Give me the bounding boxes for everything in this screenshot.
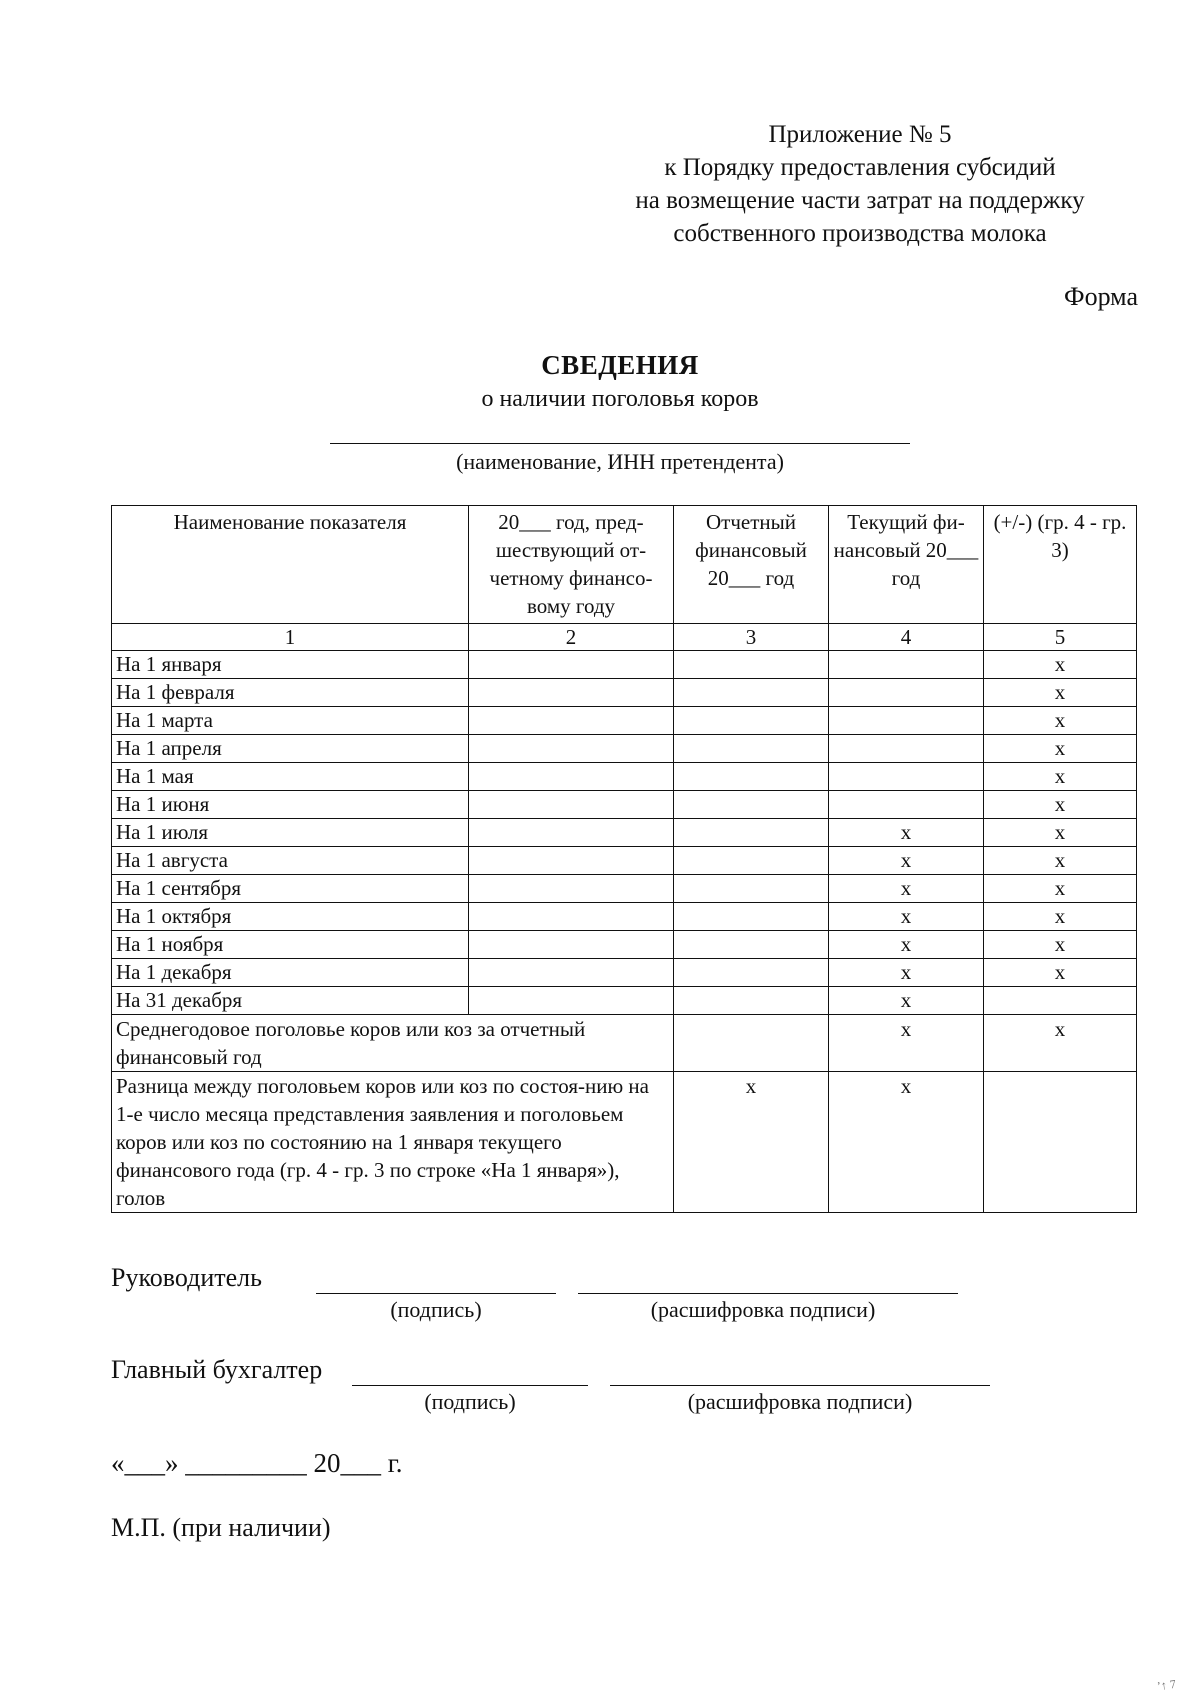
head-decryption-caption: (расшифровка подписи) bbox=[650, 1297, 876, 1322]
applicant-name-line[interactable] bbox=[330, 443, 910, 444]
difference-cell-col5[interactable] bbox=[984, 1072, 1137, 1213]
difference-row bbox=[112, 1072, 1137, 1213]
cell-col4[interactable] bbox=[829, 763, 984, 791]
column-number: 1 bbox=[112, 624, 469, 651]
cell-col4: х bbox=[829, 847, 984, 875]
header-current-year: Текущий фи-нансовый 20___ год bbox=[829, 506, 984, 624]
table-row bbox=[112, 819, 1137, 847]
header-difference: (+/-) (гр. 4 - гр. 3) bbox=[984, 506, 1137, 624]
cell-col5: х bbox=[984, 931, 1137, 959]
chief-signature-caption: (подпись) bbox=[424, 1389, 516, 1414]
table-row bbox=[112, 735, 1137, 763]
chief-decryption-line[interactable] bbox=[610, 1385, 990, 1386]
cell-col3[interactable] bbox=[674, 959, 829, 987]
difference-row-label: Разница между поголовьем коров или коз по состоя-нию на 1-е число месяца представления заявления и поголовьем коров или коз по состоянию на 1 января текущего финансового года (гр. 4 - гр. 3 по строке «На 1 января»), голов bbox=[112, 1072, 674, 1213]
average-row-label: Среднегодовое поголовье коров или коз за отчетный финансовый год bbox=[112, 1015, 674, 1072]
appendix-line-1: Приложение № 5 bbox=[768, 121, 952, 148]
cell-col5: х bbox=[984, 875, 1137, 903]
cell-col2[interactable] bbox=[469, 931, 674, 959]
row-label: На 1 января bbox=[112, 651, 469, 679]
row-label: На 1 марта bbox=[112, 707, 469, 735]
cell-col5: х bbox=[984, 651, 1137, 679]
appendix-line-4: собственного производства молока bbox=[673, 220, 1047, 247]
cell-col3[interactable] bbox=[674, 847, 829, 875]
table-row bbox=[112, 875, 1137, 903]
appendix-block bbox=[560, 118, 1160, 250]
table-row bbox=[112, 651, 1137, 679]
column-number: 3 bbox=[674, 624, 829, 651]
average-cell-col3[interactable] bbox=[674, 1015, 829, 1072]
head-decryption-line[interactable] bbox=[578, 1293, 958, 1294]
applicant-caption: (наименование, ИНН претендента) bbox=[456, 449, 784, 474]
row-label: На 31 декабря bbox=[112, 987, 469, 1015]
cell-col2[interactable] bbox=[469, 651, 674, 679]
table-row bbox=[112, 959, 1137, 987]
cell-col3[interactable] bbox=[674, 819, 829, 847]
table-row bbox=[112, 791, 1137, 819]
average-row bbox=[112, 1015, 1137, 1072]
table-row bbox=[112, 707, 1137, 735]
row-label: На 1 июля bbox=[112, 819, 469, 847]
cell-col2[interactable] bbox=[469, 875, 674, 903]
row-label: На 1 августа bbox=[112, 847, 469, 875]
cell-col3[interactable] bbox=[674, 875, 829, 903]
row-label: На 1 декабря bbox=[112, 959, 469, 987]
chief-decryption-caption: (расшифровка подписи) bbox=[687, 1389, 913, 1414]
difference-cell-col4: х bbox=[829, 1072, 984, 1213]
cell-col5: х bbox=[984, 679, 1137, 707]
head-signature-line[interactable] bbox=[316, 1293, 556, 1294]
cell-col4: х bbox=[829, 875, 984, 903]
cell-col4: х bbox=[829, 931, 984, 959]
appendix-line-3: на возмещение части затрат на поддержку bbox=[635, 187, 1085, 214]
column-number-row bbox=[112, 624, 1137, 651]
row-label: На 1 мая bbox=[112, 763, 469, 791]
cell-col3[interactable] bbox=[674, 987, 829, 1015]
column-number: 5 bbox=[984, 624, 1137, 651]
cell-col2[interactable] bbox=[469, 987, 674, 1015]
livestock-table bbox=[111, 505, 1137, 1213]
head-label: Руководитель bbox=[111, 1263, 262, 1292]
cell-col4[interactable] bbox=[829, 651, 984, 679]
cell-col4[interactable] bbox=[829, 735, 984, 763]
cell-col3[interactable] bbox=[674, 651, 829, 679]
table-row bbox=[112, 847, 1137, 875]
cell-col2[interactable] bbox=[469, 819, 674, 847]
cell-col2[interactable] bbox=[469, 735, 674, 763]
cell-col4: х bbox=[829, 903, 984, 931]
cell-col5: х bbox=[984, 763, 1137, 791]
stamp-label: М.П. (при наличии) bbox=[111, 1513, 331, 1542]
header-previous-year: 20___ год, пред-шествующий от-четному финансо-вому году bbox=[469, 506, 674, 624]
header-reporting-year: Отчетный финансовый 20___ год bbox=[674, 506, 829, 624]
row-label: На 1 апреля bbox=[112, 735, 469, 763]
cell-col3[interactable] bbox=[674, 791, 829, 819]
cell-col5: х bbox=[984, 707, 1137, 735]
cell-col3[interactable] bbox=[674, 735, 829, 763]
cell-col5: х bbox=[984, 735, 1137, 763]
average-cell-col4: х bbox=[829, 1015, 984, 1072]
cell-col4[interactable] bbox=[829, 791, 984, 819]
row-label: На 1 октября bbox=[112, 903, 469, 931]
chief-accountant-label: Главный бухгалтер bbox=[111, 1355, 323, 1384]
cell-col5: х bbox=[984, 819, 1137, 847]
row-label: На 1 февраля bbox=[112, 679, 469, 707]
cell-col4: х bbox=[829, 959, 984, 987]
cell-col2[interactable] bbox=[469, 791, 674, 819]
document-subtitle: о наличии поголовья коров bbox=[481, 386, 759, 412]
cell-col2[interactable] bbox=[469, 847, 674, 875]
cell-col2[interactable] bbox=[469, 679, 674, 707]
scan-mark: ʼ↑ 7 bbox=[1156, 1676, 1177, 1694]
cell-col5: х bbox=[984, 903, 1137, 931]
form-label: Форма bbox=[1064, 282, 1138, 311]
header-indicator: Наименование показателя bbox=[112, 506, 469, 624]
average-cell-col5: х bbox=[984, 1015, 1137, 1072]
table-row bbox=[112, 987, 1137, 1015]
table-row bbox=[112, 763, 1137, 791]
table-row bbox=[112, 903, 1137, 931]
cell-col5: х bbox=[984, 791, 1137, 819]
cell-col4[interactable] bbox=[829, 707, 984, 735]
cell-col2[interactable] bbox=[469, 763, 674, 791]
cell-col4: х bbox=[829, 987, 984, 1015]
cell-col3[interactable] bbox=[674, 707, 829, 735]
cell-col3[interactable] bbox=[674, 679, 829, 707]
table-row bbox=[112, 931, 1137, 959]
row-label: На 1 сентября bbox=[112, 875, 469, 903]
document-title: СВЕДЕНИЯ bbox=[541, 350, 699, 380]
cell-col5: х bbox=[984, 847, 1137, 875]
cell-col3[interactable] bbox=[674, 903, 829, 931]
cell-col5: х bbox=[984, 959, 1137, 987]
cell-col2[interactable] bbox=[469, 707, 674, 735]
cell-col4: х bbox=[829, 819, 984, 847]
table-row bbox=[112, 679, 1137, 707]
cell-col3[interactable] bbox=[674, 931, 829, 959]
cell-col5[interactable] bbox=[984, 987, 1137, 1015]
table-header-row bbox=[112, 506, 1137, 624]
column-number: 4 bbox=[829, 624, 984, 651]
chief-signature-line[interactable] bbox=[352, 1385, 588, 1386]
date-line[interactable]: «___» _________ 20___ г. bbox=[111, 1448, 403, 1478]
head-signature-caption: (подпись) bbox=[390, 1297, 482, 1322]
column-number: 2 bbox=[469, 624, 674, 651]
cell-col2[interactable] bbox=[469, 959, 674, 987]
row-label: На 1 июня bbox=[112, 791, 469, 819]
cell-col2[interactable] bbox=[469, 903, 674, 931]
cell-col3[interactable] bbox=[674, 763, 829, 791]
cell-col4[interactable] bbox=[829, 679, 984, 707]
appendix-line-2: к Порядку предоставления субсидий bbox=[664, 154, 1056, 181]
difference-cell-col3: х bbox=[674, 1072, 829, 1213]
row-label: На 1 ноября bbox=[112, 931, 469, 959]
